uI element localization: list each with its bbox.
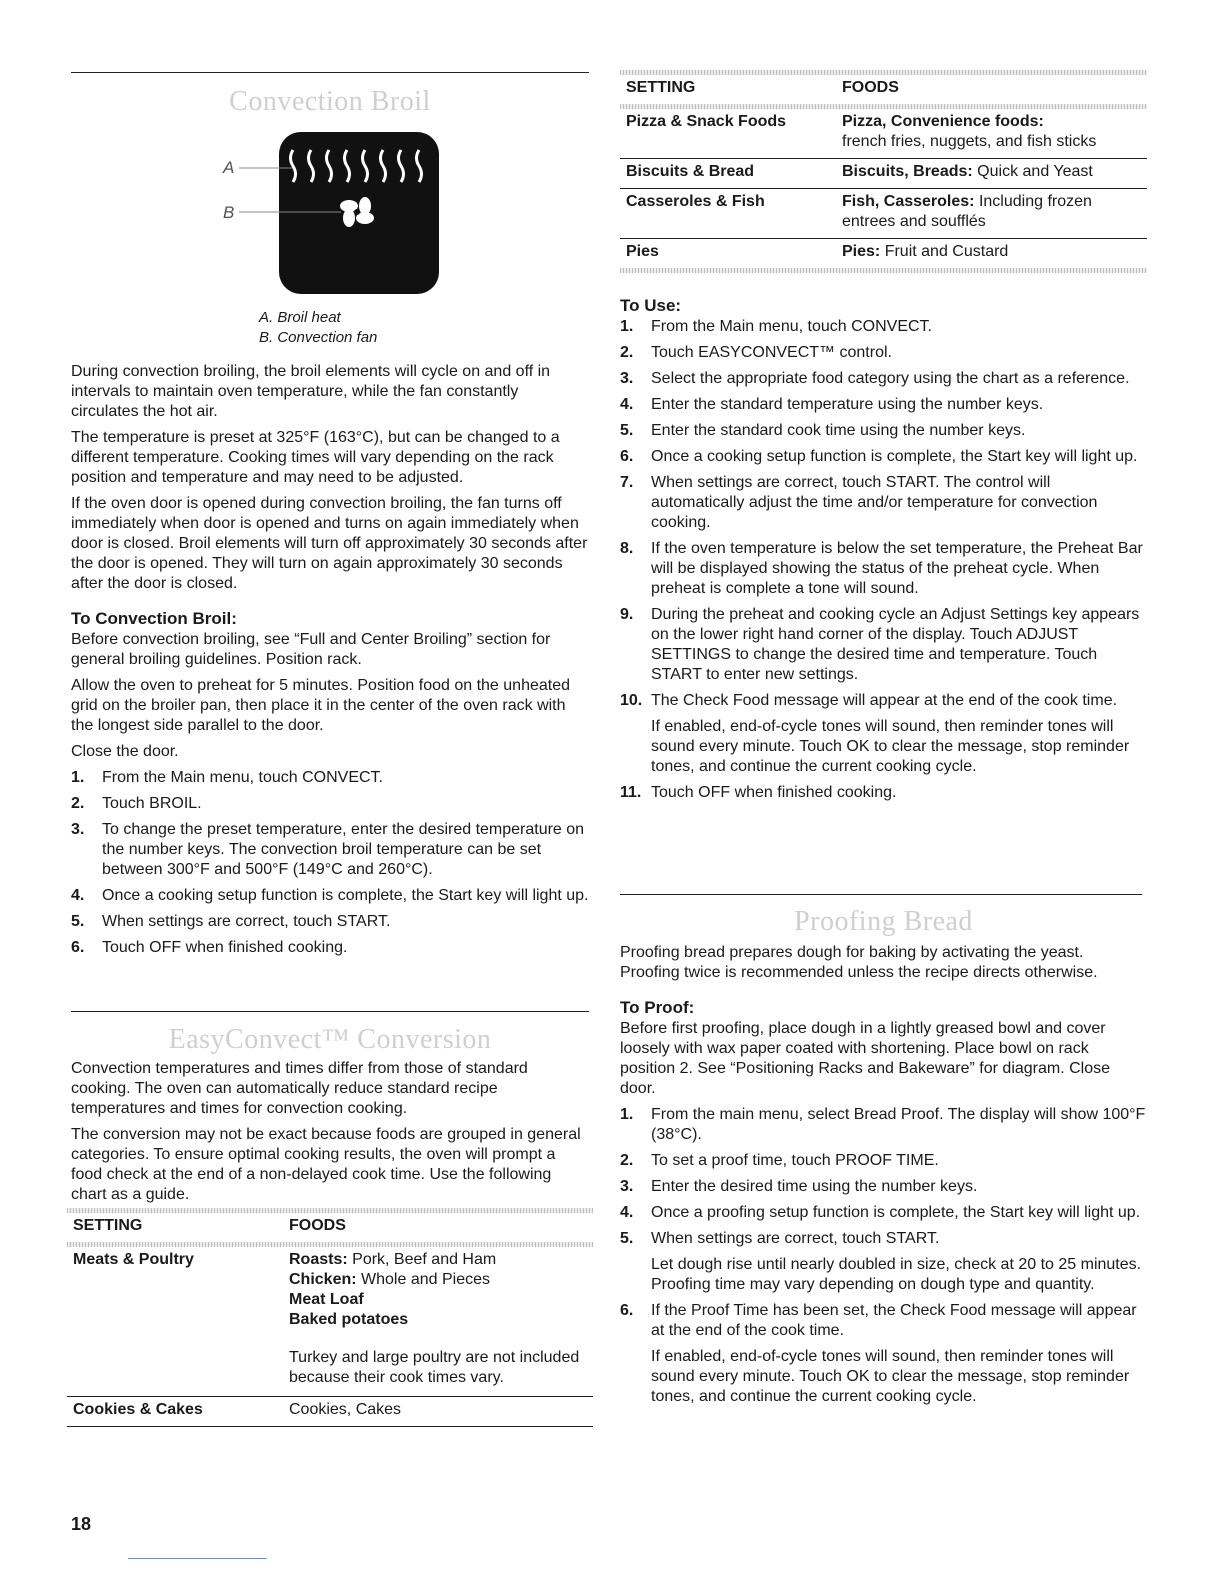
table-row	[620, 239, 1147, 269]
foods-cell: Pies: Fruit and Custard	[842, 243, 1009, 260]
paragraph: Close the door.	[71, 743, 179, 760]
table-header-row	[620, 75, 1147, 104]
oven-diagram	[211, 128, 451, 298]
list-item: 8. If the oven temperature is below the set temperature, the Preheat Bar will be displayed showing the status of the preheat cycle. When preheat is complete a tone will sound.	[620, 540, 1143, 597]
paragraph: The temperature is preset at 325°F (163°C), but can be changed to a different temperature. Cooking times will vary depending on the rack position and temperature and may need to be adjusted.	[71, 429, 560, 486]
easyconvect-title: EasyConvect™ Conversion	[168, 1024, 492, 1055]
setting-cell: Cookies & Cakes	[73, 1401, 203, 1418]
to-proof-heading: To Proof:	[620, 998, 695, 1017]
convection-broil-title: Convection Broil	[229, 86, 431, 117]
column-header-setting: SETTING	[73, 1217, 143, 1234]
proofing-bread-title: Proofing Bread	[794, 906, 973, 937]
list-item: 3. Select the appropriate food category using the chart as a reference.	[620, 370, 1130, 387]
list-item: 2. To set a proof time, touch PROOF TIME.	[620, 1152, 939, 1169]
foods-cell: Pizza, Convenience foods: french fries, nuggets, and fish sticks	[842, 113, 1097, 150]
list-item: 4. Once a cooking setup function is complete, the Start key will light up.	[71, 887, 589, 904]
foods-cell: Roasts: Pork, Beef and Ham Chicken: Whole and Pieces Meat Loaf Baked potatoes Turkey and large poultry are not included because their cook times vary.	[289, 1251, 580, 1386]
list-item: 1. From the Main menu, touch CONVECT.	[71, 769, 383, 786]
list-item: 6. If the Proof Time has been set, the Check Food message will appear at the end of the cook time. If enabled, end-of-cycle tones will sound, then reminder tones will sound every minute. Touch OK to clear the message, stop reminder tones, and continue the current cooking cycle.	[620, 1302, 1137, 1405]
paragraph: If the oven door is opened during convection broiling, the fan turns off immediately when door is opened and turns on again immediately when door is closed. Broil elements will turn off approximately 30 seconds after the door is opened. They will turn on again approximately 30 seconds after the door is closed.	[71, 495, 588, 592]
conversion-table-left	[67, 1208, 593, 1427]
list-item: 3. To change the preset temperature, enter the desired temperature on the number keys. The convection broil temperature can be set between 300°F and 500°F (149°C and 260°C).	[71, 821, 585, 878]
paragraph: Allow the oven to preheat for 5 minutes. Position food on the unheated grid on the broiler pan, then place it in the center of the oven rack with the longest side parallel to the door.	[71, 677, 570, 734]
figure-label-a: A	[223, 158, 235, 177]
paragraph: During convection broiling, the broil elements will cycle on and off in intervals to maintain oven temperature, while the fan constantly circulates the hot air.	[71, 363, 551, 420]
column-header-foods: FOODS	[842, 79, 899, 96]
list-item: 10. The Check Food message will appear at the end of the cook time. If enabled, end-of-cycle tones will sound, then reminder tones will sound every minute. Touch OK to clear the message, stop reminder tones, and continue the current cooking cycle.	[620, 692, 1130, 775]
paragraph: Before first proofing, place dough in a lightly greased bowl and cover loosely with wax paper coated with shortening. Place bowl on rack position 2. See “Positioning Racks and Bakeware” for diagram. Close door.	[620, 1020, 1111, 1097]
column-header-foods: FOODS	[289, 1217, 346, 1234]
caption-broil-heat: A. Broil heat	[259, 309, 341, 326]
oven-cavity-graphic	[211, 128, 451, 298]
section-rule	[71, 1011, 589, 1012]
column-header-setting: SETTING	[626, 79, 696, 96]
page-number: 18	[71, 1514, 92, 1534]
setting-cell: Biscuits & Bread	[626, 163, 755, 180]
table-row	[67, 1247, 593, 1397]
paragraph: The conversion may not be exact because foods are grouped in general categories. To ensure optimal cooking results, the oven will prompt a food check at the end of a non-delayed cook time. Use the following chart as a guide.	[71, 1126, 581, 1203]
table-shade	[620, 268, 1147, 273]
list-item: 2. Touch EASYCONVECT™ control.	[620, 344, 892, 361]
proofing-body	[620, 943, 1147, 1413]
list-item: 7. When settings are correct, touch START. The control will automatically adjust the time and/or temperature for convection cooking.	[620, 474, 1098, 531]
list-item: 9. During the preheat and cooking cycle an Adjust Settings key appears on the lower right hand corner of the display. Touch ADJUST SETTINGS to change the desired time and temperature. Touch START to enter new settings.	[620, 606, 1140, 683]
paragraph: Before convection broiling, see “Full and Center Broiling” section for general broiling guidelines. Position rack.	[71, 631, 551, 668]
paragraph: Proofing bread prepares dough for baking by activating the yeast. Proofing twice is recommended unless the recipe directs otherwise.	[620, 944, 1098, 981]
convection-broil-body	[71, 362, 589, 964]
convection-broil-steps	[71, 768, 589, 958]
conversion-table-right	[620, 70, 1147, 273]
section-rule	[71, 72, 589, 73]
table-row	[620, 159, 1147, 189]
list-item: 3. Enter the desired time using the number keys.	[620, 1178, 978, 1195]
table-header-row	[67, 1213, 593, 1242]
footer-line	[128, 1558, 267, 1559]
list-item: 5. When settings are correct, touch START.	[71, 913, 391, 930]
list-item: 11. Touch OFF when finished cooking.	[620, 784, 897, 801]
list-item: 6. Touch OFF when finished cooking.	[71, 939, 348, 956]
setting-cell: Meats & Poultry	[73, 1251, 194, 1268]
foods-cell: Fish, Casseroles: Including frozen entrees and soufflés	[842, 193, 1092, 230]
list-item: 4. Enter the standard temperature using the number keys.	[620, 396, 1044, 413]
to-use-section	[620, 295, 1147, 809]
table-row	[620, 109, 1147, 159]
list-item: 6. Once a cooking setup function is complete, the Start key will light up.	[620, 448, 1138, 465]
to-use-steps	[620, 317, 1147, 803]
setting-cell: Pies	[626, 243, 659, 260]
list-item: 5. Enter the standard cook time using the number keys.	[620, 422, 1026, 439]
foods-cell: Biscuits, Breads: Quick and Yeast	[842, 163, 1093, 180]
table-row	[620, 189, 1147, 239]
easyconvect-body	[71, 1059, 589, 1211]
to-use-heading: To Use:	[620, 296, 682, 315]
proofing-steps	[620, 1105, 1147, 1407]
setting-cell: Pizza & Snack Foods	[626, 113, 787, 130]
section-rule	[620, 894, 1142, 895]
list-item: 4. Once a proofing setup function is complete, the Start key will light up.	[620, 1204, 1141, 1221]
foods-cell: Cookies, Cakes	[289, 1401, 402, 1418]
to-convection-broil-heading: To Convection Broil:	[71, 609, 237, 628]
caption-convection-fan: B. Convection fan	[259, 329, 378, 346]
list-item: 1. From the main menu, select Bread Proof. The display will show 100°F (38°C).	[620, 1106, 1146, 1143]
figure-label-b: B	[223, 203, 235, 222]
setting-cell: Casseroles & Fish	[626, 193, 765, 210]
list-item: 2. Touch BROIL.	[71, 795, 202, 812]
table-row	[67, 1397, 593, 1427]
list-item: 1. From the Main menu, touch CONVECT.	[620, 318, 932, 335]
list-item: 5. When settings are correct, touch START. Let dough rise until nearly doubled in size, check at 20 to 25 minutes. Proofing time may vary depending on dough type and quantity.	[620, 1230, 1142, 1293]
paragraph: Convection temperatures and times differ from those of standard cooking. The oven can automatically reduce standard recipe temperatures and times for convection cooking.	[71, 1060, 528, 1117]
